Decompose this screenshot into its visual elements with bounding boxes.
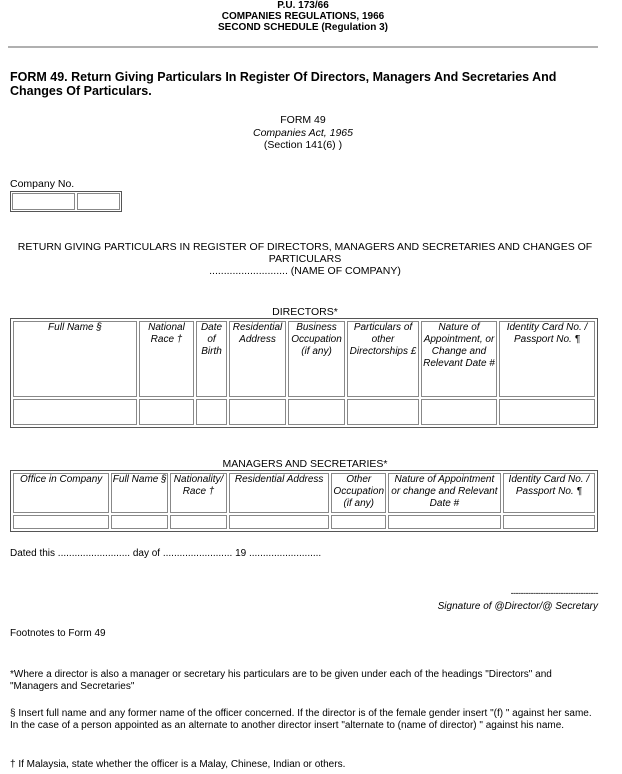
footnotes-title: Footnotes to Form 49: [10, 628, 106, 639]
directors-header: Full Name §: [13, 321, 137, 397]
signature-label: Signature of @Director/@ Secretary: [437, 601, 598, 612]
company-no-cell[interactable]: [12, 193, 75, 210]
schedule-title: SECOND SCHEDULE (Regulation 3): [217, 22, 388, 33]
directors-header: Nature of Appointment, or Change and Relevant Date #: [421, 321, 497, 397]
directors-header: National Race †: [139, 321, 194, 397]
managers-entry-cell[interactable]: [503, 515, 595, 529]
company-no-label: Company No.: [10, 178, 75, 190]
directors-header: Particulars of other Directorships £: [347, 321, 419, 397]
managers-header: Other Occupation (if any): [331, 473, 386, 513]
regulation-number: P.U. 173/66: [277, 0, 329, 11]
managers-entry-cell[interactable]: [331, 515, 386, 529]
managers-header: Office in Company: [13, 473, 109, 513]
directors-entry-cell[interactable]: [421, 399, 497, 425]
regulation-title: COMPANIES REGULATIONS, 1966: [221, 11, 385, 22]
directors-header: Date of Birth: [196, 321, 227, 397]
form-block: [0, 114, 606, 152]
managers-entry-cell[interactable]: [170, 515, 227, 529]
signature-line: -----------------------------------: [510, 588, 598, 598]
managers-header: Nationality/ Race †: [170, 473, 227, 513]
act-name: Companies Act, 1965: [252, 126, 353, 139]
managers-header: Full Name §: [111, 473, 168, 513]
directors-header-row: [13, 321, 595, 397]
company-no-box: [10, 191, 122, 212]
form-title: FORM 49. Return Giving Particulars In Register Of Directors, Managers And Secretaries And Changes Of Particulars.: [10, 70, 557, 98]
footnote-item: † If Malaysia, state whether the officer is a Malay, Chinese, Indian or others.: [10, 759, 346, 770]
company-name-line: ........................... (NAME OF COMPANY): [209, 265, 401, 277]
footnote-item: *Where a director is also a manager or secretary his particulars are to be given under each of the headings "Directors" and "Managers and Secretaries": [10, 669, 552, 692]
managers-header: Residential Address: [229, 473, 329, 513]
directors-entry-cell[interactable]: [13, 399, 137, 425]
directors-entry-cell[interactable]: [347, 399, 419, 425]
managers-entry-cell[interactable]: [13, 515, 109, 529]
managers-caption: MANAGERS AND SECRETARIES*: [222, 458, 388, 470]
footnote-item: § Insert full name and any former name of the officer concerned. If the director is of the female gender insert "(f) " against her same. In the case of a person appointed as an alternate to another director insert "alternate to (name of director) " against his name.: [10, 708, 592, 731]
managers-entry-row: [13, 515, 595, 529]
directors-entry-cell[interactable]: [139, 399, 194, 425]
managers-entry-cell[interactable]: [229, 515, 329, 529]
managers-header: Identity Card No. / Passport No. ¶: [503, 473, 595, 513]
managers-table: [10, 470, 598, 532]
managers-entry-cell[interactable]: [388, 515, 501, 529]
directors-entry-cell[interactable]: [229, 399, 286, 425]
managers-header: Nature of Appointment or change and Relevant Date #: [388, 473, 501, 513]
dated-line: Dated this .......................... day of ......................... 19 ..........................: [10, 548, 322, 559]
form-number: FORM 49: [280, 114, 326, 126]
directors-header: Business Occupation (if any): [288, 321, 345, 397]
directors-header: Residential Address: [229, 321, 286, 397]
return-title: RETURN GIVING PARTICULARS IN REGISTER OF DIRECTORS, MANAGERS AND SECRETARIES AND CHANGES OF PARTICULARS: [17, 241, 593, 265]
section-ref: (Section 141(6) ): [263, 139, 343, 151]
directors-entry-cell[interactable]: [196, 399, 227, 425]
directors-caption: DIRECTORS*: [272, 306, 338, 318]
managers-header-row: [13, 473, 595, 513]
header-divider: [8, 46, 598, 48]
directors-table: [10, 318, 598, 428]
directors-entry-row: [13, 399, 595, 425]
directors-entry-cell[interactable]: [288, 399, 345, 425]
directors-header: Identity Card No. / Passport No. ¶: [499, 321, 595, 397]
managers-entry-cell[interactable]: [111, 515, 168, 529]
directors-entry-cell[interactable]: [499, 399, 595, 425]
company-no-cell[interactable]: [77, 193, 120, 210]
